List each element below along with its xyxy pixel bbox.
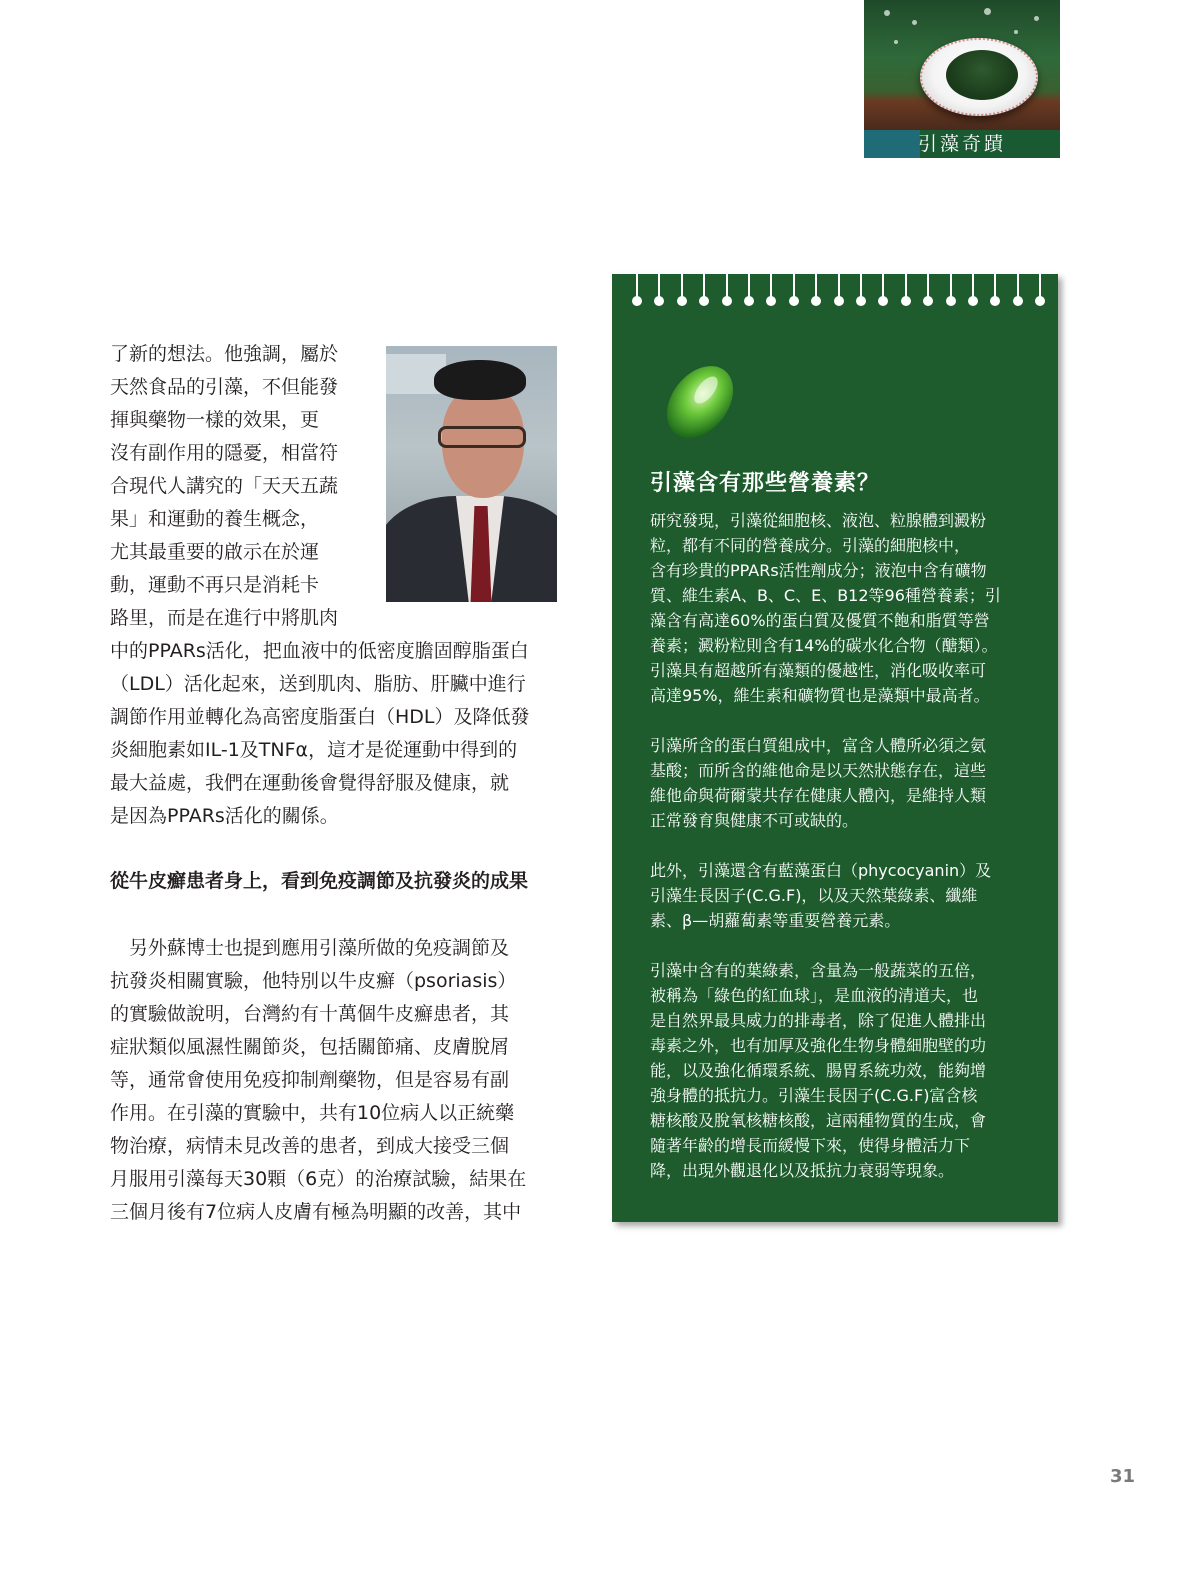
text-line: 能，以及強化循環系統、腸胃系統功效，能夠增 xyxy=(650,1061,987,1080)
notebook-ring xyxy=(654,274,664,308)
notebook-ring xyxy=(856,274,866,308)
section-heading: 從牛皮癬患者身上，看到免疫調節及抗發炎的成果 xyxy=(110,870,529,892)
text-line: 粒，都有不同的營養成分。引藻的細胞核中， xyxy=(650,536,971,555)
box-paragraph xyxy=(650,858,1022,933)
notebook-ring xyxy=(811,274,821,308)
text-line: 高達95%，維生素和礦物質也是藻類中最高者。 xyxy=(650,686,990,705)
notebook-ring xyxy=(990,274,1000,308)
header-section-label: 引藻奇蹟 xyxy=(917,133,1006,155)
text-line: 引藻生長因子(C.G.F)，以及天然葉綠素、纖維 xyxy=(650,886,978,905)
text-line: 三個月後有7位病人皮膚有極為明顯的改善，其中 xyxy=(110,1201,522,1223)
text-line: 引藻中含有的葉綠素，含量為一般蔬菜的五倍， xyxy=(650,961,987,980)
notebook-ring xyxy=(699,274,709,308)
text-line: 毒素之外，也有加厚及強化生物身體細胞壁的功 xyxy=(650,1036,987,1055)
text-line: 被稱為「綠色的紅血球」，是血液的清道夫，也 xyxy=(650,986,979,1005)
text-line: 月服用引藻每天30顆（6克）的治療試驗，結果在 xyxy=(110,1168,527,1190)
header-photo-spirulina-plate xyxy=(864,0,1060,130)
text-line: 是因為PPARs活化的關係。 xyxy=(110,805,339,827)
text-line: 基酸；而所含的維他命是以天然狀態存在，這些 xyxy=(650,761,987,780)
notebook-ring xyxy=(834,274,844,308)
text-line: 果」和運動的養生概念， xyxy=(110,508,320,530)
text-line: 物治療，病情未見改善的患者，到成大接受三個 xyxy=(110,1135,510,1157)
notebook-ring xyxy=(722,274,732,308)
paragraph-psoriasis xyxy=(110,932,558,1229)
left-column xyxy=(110,338,558,833)
notebook-ring xyxy=(744,274,754,308)
text-line: 調節作用並轉化為高密度脂蛋白（HDL）及降低發 xyxy=(110,706,530,728)
text-line: 作用。在引藻的實驗中，共有10位病人以正統藥 xyxy=(110,1102,515,1124)
notebook-ring xyxy=(946,274,956,308)
text-line: 合現代人講究的「天天五蔬 xyxy=(110,475,339,497)
text-line: 的實驗做說明，台灣約有十萬個牛皮癬患者，其 xyxy=(110,1003,510,1025)
notebook-ring xyxy=(901,274,911,308)
box-body xyxy=(650,508,1022,1208)
text-line: 維他命與荷爾蒙共存在健康人體內，是維持人類 xyxy=(650,786,987,805)
text-line: 抗發炎相關實驗，他特別以牛皮癬（psoriasis） xyxy=(110,970,517,992)
text-line: 是自然界最具威力的排毒者，除了促進人體排出 xyxy=(650,1011,987,1030)
text-line: 尤其最重要的啟示在於運 xyxy=(110,541,320,563)
page-number: 31 xyxy=(1110,1466,1136,1487)
text-line: （LDL）活化起來，送到肌肉、脂肪、肝臟中進行 xyxy=(110,673,526,695)
notebook-ring xyxy=(632,274,642,308)
wrapped-paragraph xyxy=(110,338,558,635)
notebook-ring xyxy=(923,274,933,308)
text-line: 含有珍貴的PPARs活性劑成分；液泡中含有礦物 xyxy=(650,561,987,580)
text-line: 引藻所含的蛋白質組成中，富含人體所必須之氨 xyxy=(650,736,987,755)
text-line: 素、β—胡蘿蔔素等重要營養元素。 xyxy=(650,911,901,930)
text-line: 了新的想法。他強調，屬於 xyxy=(110,343,339,365)
notebook-rings xyxy=(626,274,1046,308)
text-line: 強身體的抵抗力。引藻生長因子(C.G.F)富含核 xyxy=(650,1086,978,1105)
notebook-ring xyxy=(789,274,799,308)
text-line: 揮與藥物一樣的效果，更 xyxy=(110,409,320,431)
text-line: 天然食品的引藻，不但能發 xyxy=(110,376,339,398)
text-line: 沒有副作用的隱憂，相當符 xyxy=(110,442,339,464)
text-line: 糖核酸及脫氧核糖核酸，這兩種物質的生成，會 xyxy=(650,1111,987,1130)
capsule-icon xyxy=(660,360,738,444)
text-line: 等，通常會使用免疫抑制劑藥物，但是容易有副 xyxy=(110,1069,510,1091)
paragraph-continuation xyxy=(110,635,558,833)
text-line: 最大益處，我們在運動後會覺得舒服及健康，就 xyxy=(110,772,510,794)
text-line: 中的PPARs活化，把血液中的低密度膽固醇脂蛋白 xyxy=(110,640,529,662)
text-line: 隨著年齡的增長而緩慢下來，使得身體活力下 xyxy=(650,1136,971,1155)
text-line: 研究發現，引藻從細胞核、液泡、粒腺體到澱粉 xyxy=(650,511,987,530)
text-line: 症狀類似風濕性關節炎，包括關節痛、皮膚脫屑 xyxy=(110,1036,510,1058)
notebook-ring xyxy=(766,274,776,308)
notebook-ring xyxy=(878,274,888,308)
text-line: 正常發育與健康不可或缺的。 xyxy=(650,811,859,830)
notebook-ring xyxy=(968,274,978,308)
notebook-ring xyxy=(1035,274,1045,308)
text-line: 降，出現外觀退化以及抵抗力衰弱等現象。 xyxy=(650,1161,955,1180)
box-paragraph xyxy=(650,508,1022,708)
notebook-ring xyxy=(677,274,687,308)
box-title: 引藻含有那些營養素？ xyxy=(650,471,881,496)
text-line: 動，運動不再只是消耗卡 xyxy=(110,574,320,596)
notebook-ring xyxy=(1013,274,1023,308)
text-line: 引藻具有超越所有藻類的優越性，消化吸收率可 xyxy=(650,661,987,680)
text-line: 質、維生素A、B、C、E、B12等96種營養素；引 xyxy=(650,586,1001,605)
box-paragraph xyxy=(650,958,1022,1183)
box-paragraph xyxy=(650,733,1022,833)
text-line: 此外，引藻還含有藍藻蛋白（phycocyanin）及 xyxy=(650,861,992,880)
text-line: 養素；澱粉粒則含有14%的碳水化合物（醣類）。 xyxy=(650,636,998,655)
text-line: 炎細胞素如IL-1及TNFα，這才是從運動中得到的 xyxy=(110,739,518,761)
text-line: 路里，而是在進行中將肌肉 xyxy=(110,607,339,629)
text-line: 另外蘇博士也提到應用引藻所做的免疫調節及 xyxy=(110,937,510,959)
text-line: 藻含有高達60%的蛋白質及優質不飽和脂質等營 xyxy=(650,611,990,630)
